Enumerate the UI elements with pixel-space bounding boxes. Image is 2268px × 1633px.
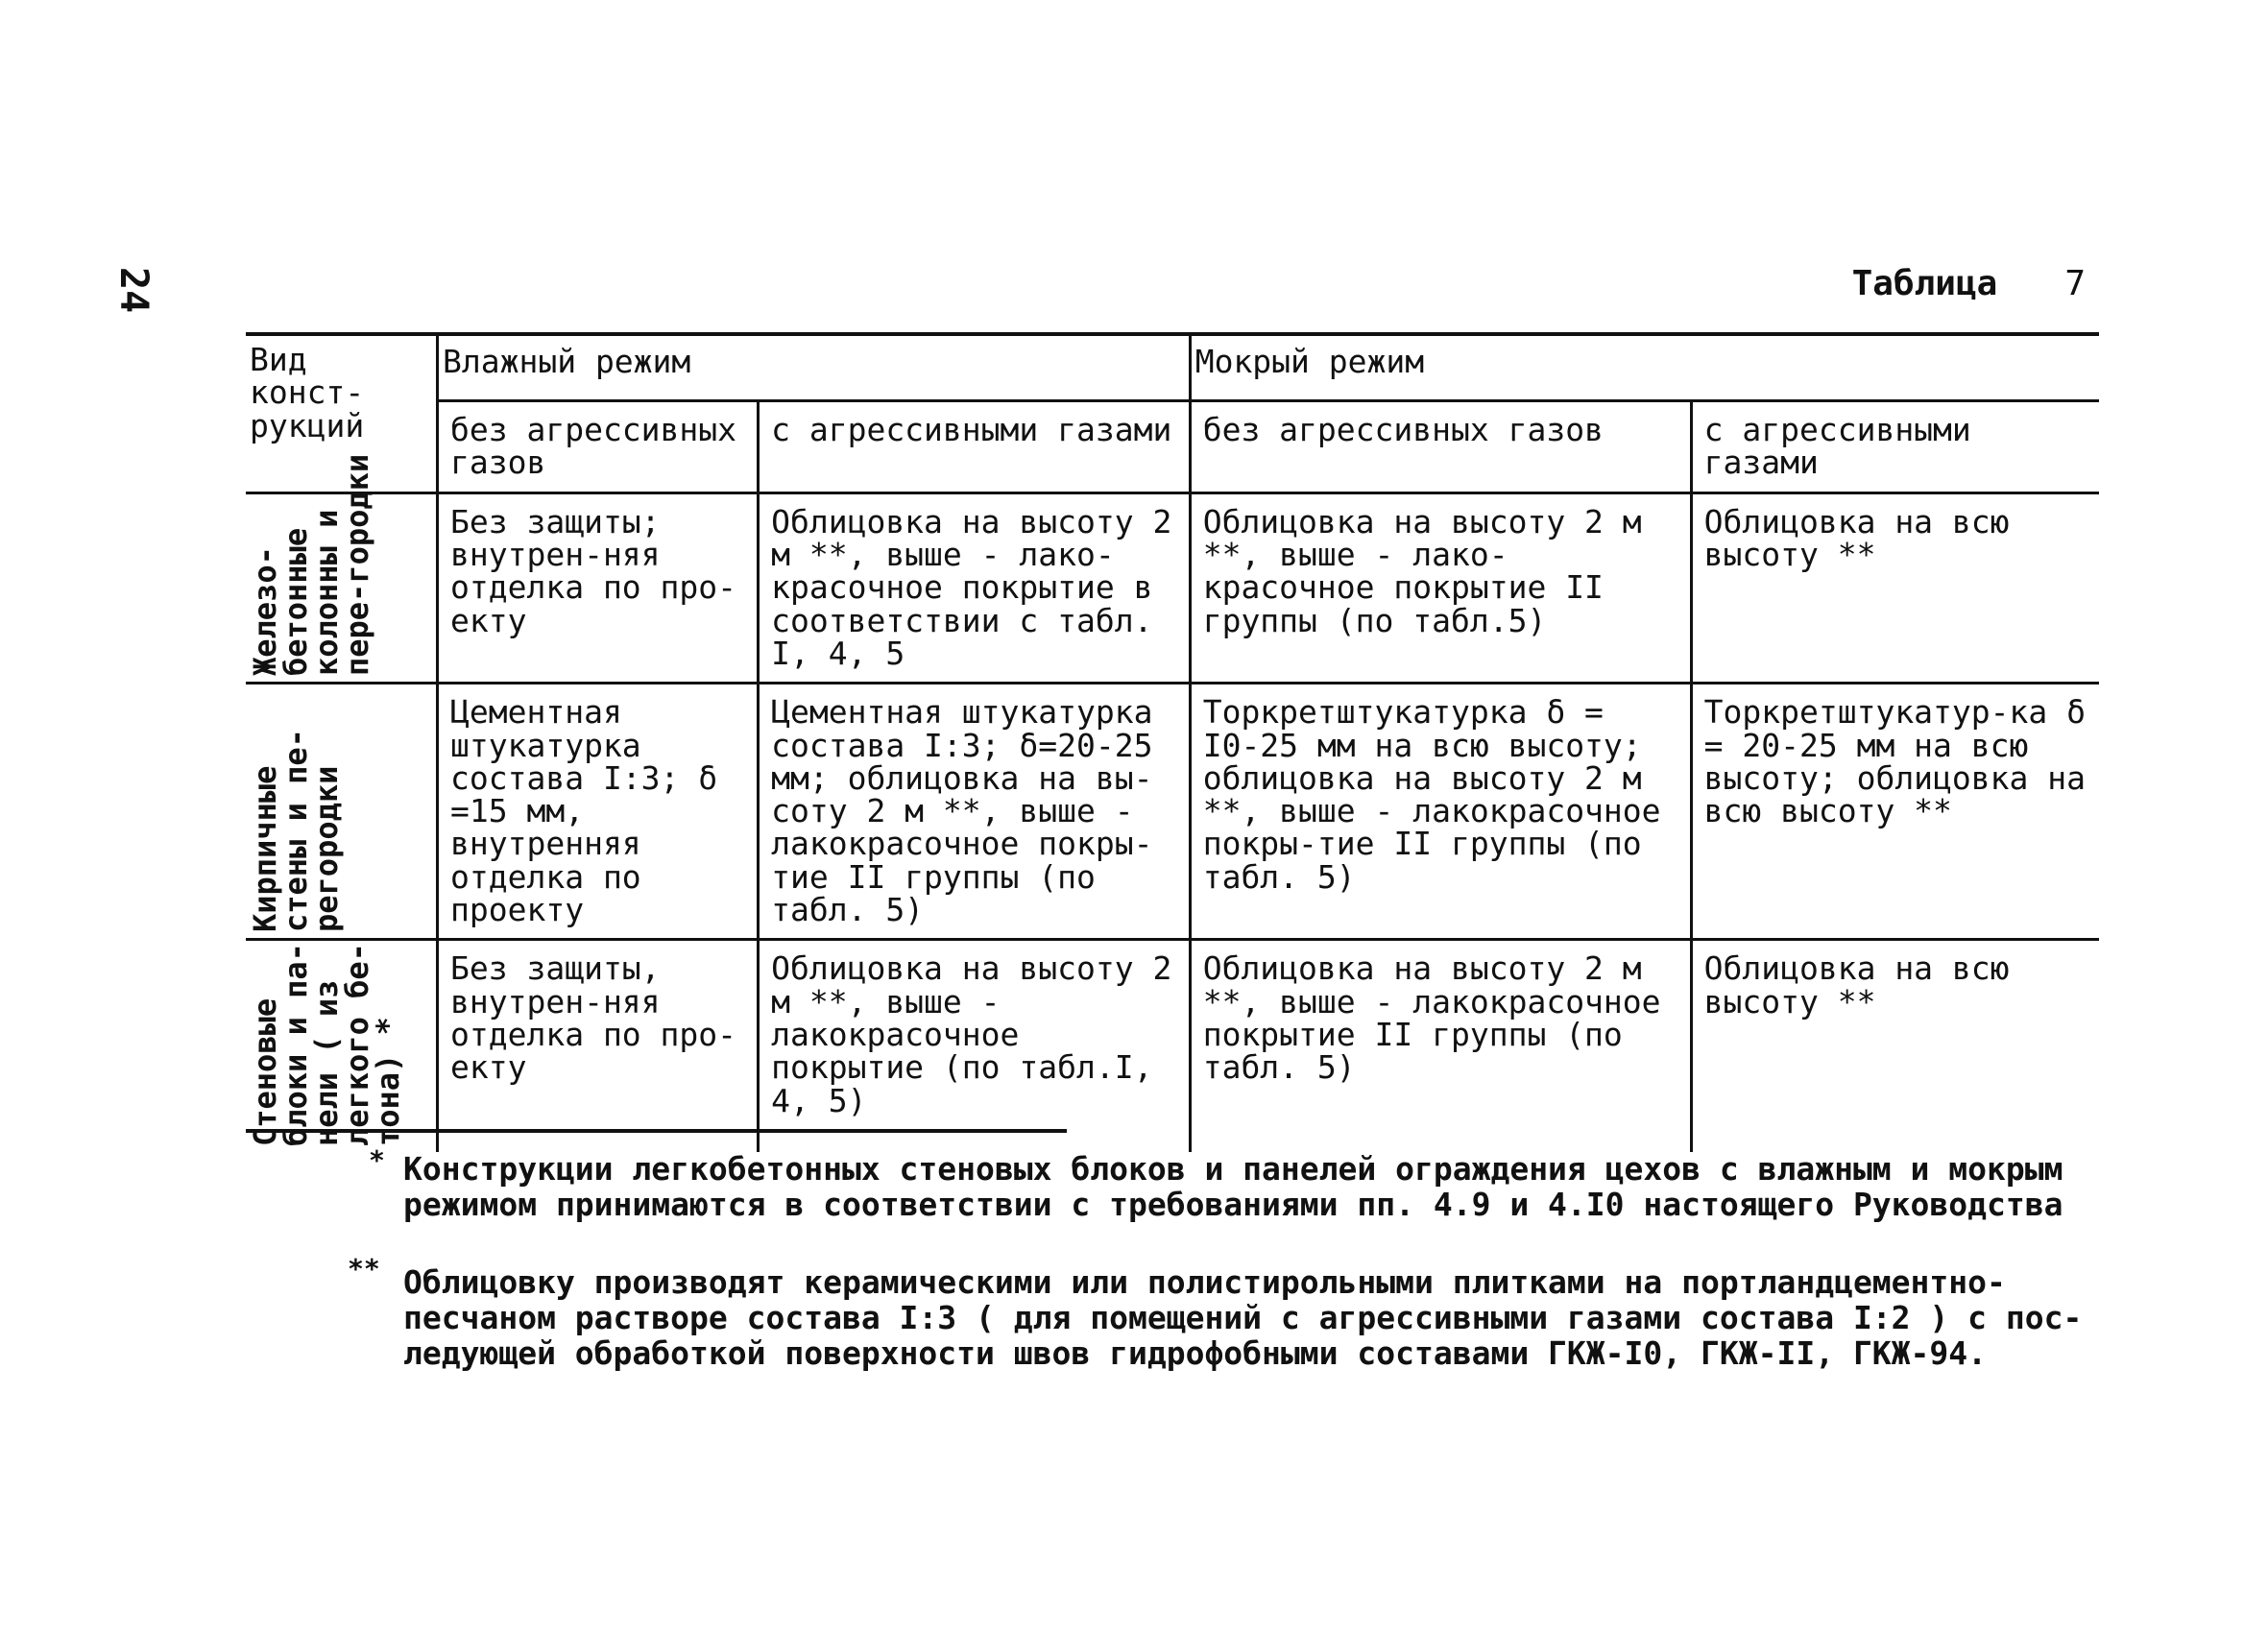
header-row-regimes xyxy=(246,334,2099,401)
wet-regime-header: Мокрый режим xyxy=(1190,334,2099,401)
footnote: Конструкции легкобетонных стеновых блоков и панелей ограждения цехов с влажным и мокрым режимом принимаются в соответствии с требованиями пп. 4.9 и 4.I0 настоящего Руководства xyxy=(403,1150,2063,1223)
row-type-label: Кирпичные стены и пе-регородки xyxy=(247,729,345,933)
footnote: Облицовку производят керамическими или полистирольными плитками на портландцементно-песчаном растворе состава I:3 ( для помещений с агрессивными газами состава I:2 ) с пос-ледующей обработкой поверхности швов гидрофобными составами ГКЖ-I0, ГКЖ-II, ГКЖ-94. xyxy=(403,1263,2083,1372)
table-caption xyxy=(1852,264,2086,303)
table-caption-label: Таблица xyxy=(1851,264,1998,303)
footnote-divider xyxy=(246,1129,1067,1133)
row-type-label: Стеновые блоки и па-нели ( из легкого бе-тона) * xyxy=(247,943,406,1147)
table-cell: Торкретштукатурка δ = I0-25 мм на всю высоту; облицовка на высоту 2 м **, выше - лакокрасочное покры-тие II группы (по табл. 5) xyxy=(1190,684,1691,940)
table-cell: Облицовка на высоту 2 м **, выше - лако-красочное покрытие II группы (по табл.5) xyxy=(1190,492,1691,684)
row-type-header xyxy=(246,684,438,940)
table-cell: Без защиты, внутрен-няя отделка по про-екту xyxy=(438,940,759,1153)
table-cell: Облицовка на высоту 2 м **, выше - лакокрасочное покрытие II группы (по табл. 5) xyxy=(1190,940,1691,1153)
humid-regime-header: Влажный режим xyxy=(438,334,1191,401)
footnote-mark: ** xyxy=(348,1253,380,1285)
table-row xyxy=(246,492,2099,684)
table-cell: Облицовка на всю высоту ** xyxy=(1691,940,2099,1153)
subheader-humid-no-gas: без агрессивных газов xyxy=(438,401,759,493)
row-type-header xyxy=(246,454,438,684)
table-cell: Облицовка на всю высоту ** xyxy=(1691,492,2099,684)
subheader-wet-gas: с агрессивными газами xyxy=(1691,401,2099,493)
table-caption-number: 7 xyxy=(2064,264,2086,303)
row-type-label: Железо-бетонные колонны и пере-городки xyxy=(247,454,375,677)
header-row-gases xyxy=(246,401,2099,493)
table-cell: Цементная штукатурка состава I:3; δ=20-25 мм; облицовка на вы-соту 2 м **, выше - лакокрасочное покры-тие II группы (по табл. 5) xyxy=(759,684,1191,940)
subheader-humid-gas: с агрессивными газами xyxy=(759,401,1191,493)
footnote-mark: * xyxy=(369,1144,385,1176)
protection-table xyxy=(246,332,2099,1152)
table-cell: Цементная штукатурка состава I:3; δ =15 мм, внутренняя отделка по проекту xyxy=(438,684,759,940)
subheader-wet-no-gas: без агрессивных газов xyxy=(1190,401,1691,493)
table-cell: Торкретштукатур-ка δ = 20-25 мм на всю высоту; облицовка на всю высоту ** xyxy=(1691,684,2099,940)
page-number: 24 xyxy=(111,267,156,314)
type-column-header: Вид конст-рукций xyxy=(246,334,438,492)
row-type-header xyxy=(246,940,438,1153)
table-row xyxy=(246,940,2099,1153)
table-cell: Облицовка на высоту 2 м **, выше - лако-красочное покрытие в соответствии с табл. I, 4, 5 xyxy=(759,492,1191,684)
table-cell: Облицовка на высоту 2 м **, выше - лакокрасочное покрытие (по табл.I, 4, 5) xyxy=(759,940,1191,1153)
table-row xyxy=(246,684,2099,940)
table-cell: Без защиты; внутрен-няя отделка по про-екту xyxy=(438,492,759,684)
